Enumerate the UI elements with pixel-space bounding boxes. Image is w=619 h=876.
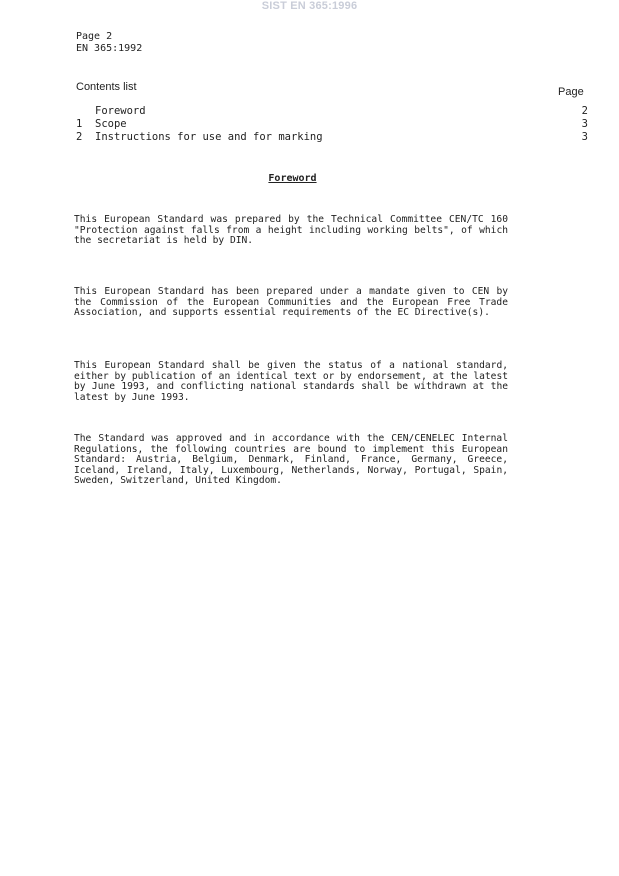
page-column-heading: Page (558, 86, 584, 98)
toc-entry-label: Instructions for use and for marking (95, 131, 323, 143)
toc-entry-number: 1 (76, 118, 83, 130)
foreword-heading: Foreword (268, 173, 317, 184)
watermark: SIST EN 365:1996 (261, 0, 358, 12)
page-number-label: Page 2 (76, 31, 113, 42)
toc-entry-number: 2 (76, 131, 83, 143)
table-of-contents (76, 105, 588, 144)
toc-entry-page: 3 (581, 118, 588, 130)
standard-reference: EN 365:1992 (76, 43, 143, 54)
contents-list-title: Contents list (76, 81, 137, 93)
toc-entry-foreword (76, 105, 588, 118)
toc-entry-label: Scope (95, 118, 127, 130)
foreword-paragraph-2: This European Standard has been prepared under a mandate given to CEN by the Commission of the European Communities and the European Free Trade Association, and supports essential requirements of the EC Directive(s). (74, 286, 508, 318)
page-header (76, 31, 142, 55)
foreword-paragraph-1: This European Standard was prepared by the Technical Committee CEN/TC 160 "Protection against falls from a height including working belts", of which the secretariat is held by DIN. (74, 214, 508, 246)
toc-entry-instructions (76, 131, 588, 144)
toc-entry-page: 2 (581, 105, 588, 117)
foreword-paragraph-4: The Standard was approved and in accordance with the CEN/CENELEC Internal Regulations, the following countries are bound to implement this European Standard: Austria, Belgium, Denmark, Finland, France, Germany, Greece, Iceland, Ireland, Italy, Luxembourg, Netherlands, Norway, Portugal, Spain, Sweden, Switzerland, United Kingdom. (74, 433, 508, 486)
toc-entry-page: 3 (581, 131, 588, 143)
toc-entry-scope (76, 118, 588, 131)
toc-entry-label: Foreword (95, 105, 146, 117)
foreword-paragraph-3: This European Standard shall be given the status of a national standard, either by publication of an identical text or by endorsement, at the latest by June 1993, and conflicting national standards shall be withdrawn at the latest by June 1993. (74, 360, 508, 403)
